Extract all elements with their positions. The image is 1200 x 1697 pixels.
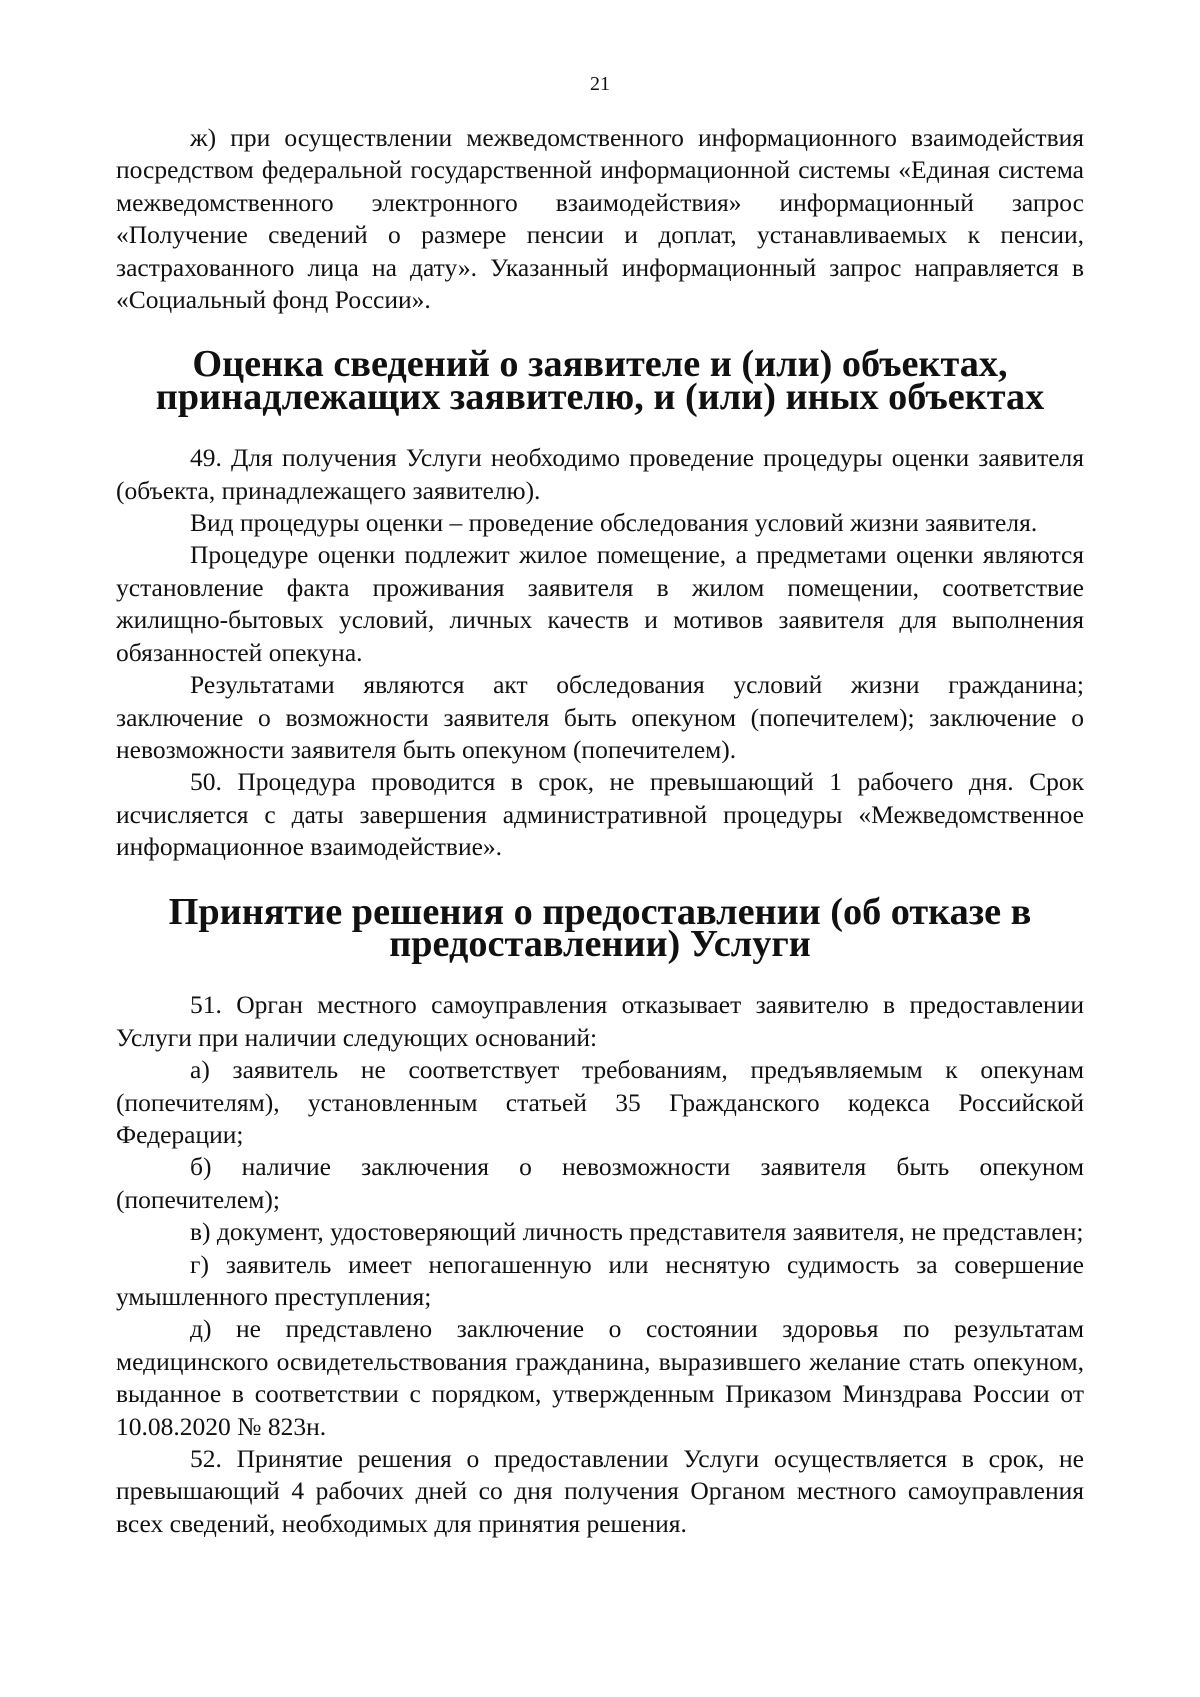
document-body (116, 122, 1084, 1540)
paragraph-49: 49. Для получения Услуги необходимо проведение процедуры оценки заявителя (объекта, принадлежащего заявителю). (116, 443, 1084, 505)
paragraph-assessment-results: Результатами являются акт обследования условий жизни гражданина; заключение о возможности заявителя быть опекуном (попечителем); заключение о невозможности заявителя быть опекуном (попечителем). (116, 670, 1084, 764)
section-heading-applicant-assessment: Оценка сведений о заявителе и (или) объектах, принадлежащих заявителю, и (или) иных объектах (155, 343, 1045, 418)
list-item-a: а) заявитель не соответствует требованиям, предъявляемым к опекунам (попечителям), установленным статьей 35 Гражданского кодекса Российской Федерации; (116, 1055, 1084, 1149)
paragraph-50: 50. Процедура проводится в срок, не превышающий 1 рабочего дня. Срок исчисляется с даты завершения административной процедуры «Межведомственное информационное взаимодействие». (116, 767, 1084, 862)
paragraph-51: 51. Орган местного самоуправления отказывает заявителю в предоставлении Услуги при наличии следующих оснований: (116, 990, 1084, 1052)
paragraph-assessment-subject: Процедуре оценки подлежит жилое помещение, а предметами оценки являются установление факта проживания заявителя в жилом помещении, соответствие жилищно-бытовых условий, личных качеств и мотивов заявителя для выполнения обязанностей опекуна. (116, 540, 1084, 667)
paragraph-52: 52. Принятие решения о предоставлении Услуги осуществляется в срок, не превышающий 4 рабочих дней со дня получения Органом местного самоуправления всех сведений, необходимых для принятия решения. (116, 1444, 1084, 1538)
list-item-g: г) заявитель имеет непогашенную или неснятую судимость за совершение умышленного преступления; (116, 1249, 1084, 1311)
paragraph-assessment-type: Вид процедуры оценки – проведение обследования условий жизни заявителя. (190, 508, 1038, 538)
section-heading-decision: Принятие решения о предоставлении (об отказе в предоставлении) Услуги (168, 890, 1032, 965)
paragraph-zh-interagency-request: ж) при осуществлении межведомственного информационного взаимодействия посредством федеральной государственной информационной системы «Единая система межведомственного электронного взаимодействия» информационный запрос «Получение сведений о размере пенсии и доплат, устанавливаемых к пенсии, застрахованного лица на дату». Указанный информационный запрос направляется в «Социальный фонд России». (116, 123, 1084, 315)
list-item-v: в) документ, удостоверяющий личность представителя заявителя, не представлен; (190, 1217, 1084, 1247)
list-item-b: б) наличие заключения о невозможности заявителя быть опекуном (попечителем); (116, 1152, 1084, 1214)
list-item-d: д) не представлено заключение о состоянии здоровья по результатам медицинского освидетельствования гражданина, выразившего желание стать опекуном, выданное в соответствии с порядком, утвержденным Приказом Минздрава России от 10.08.2020 № 823н. (116, 1314, 1084, 1441)
page-number: 21 (590, 73, 610, 95)
